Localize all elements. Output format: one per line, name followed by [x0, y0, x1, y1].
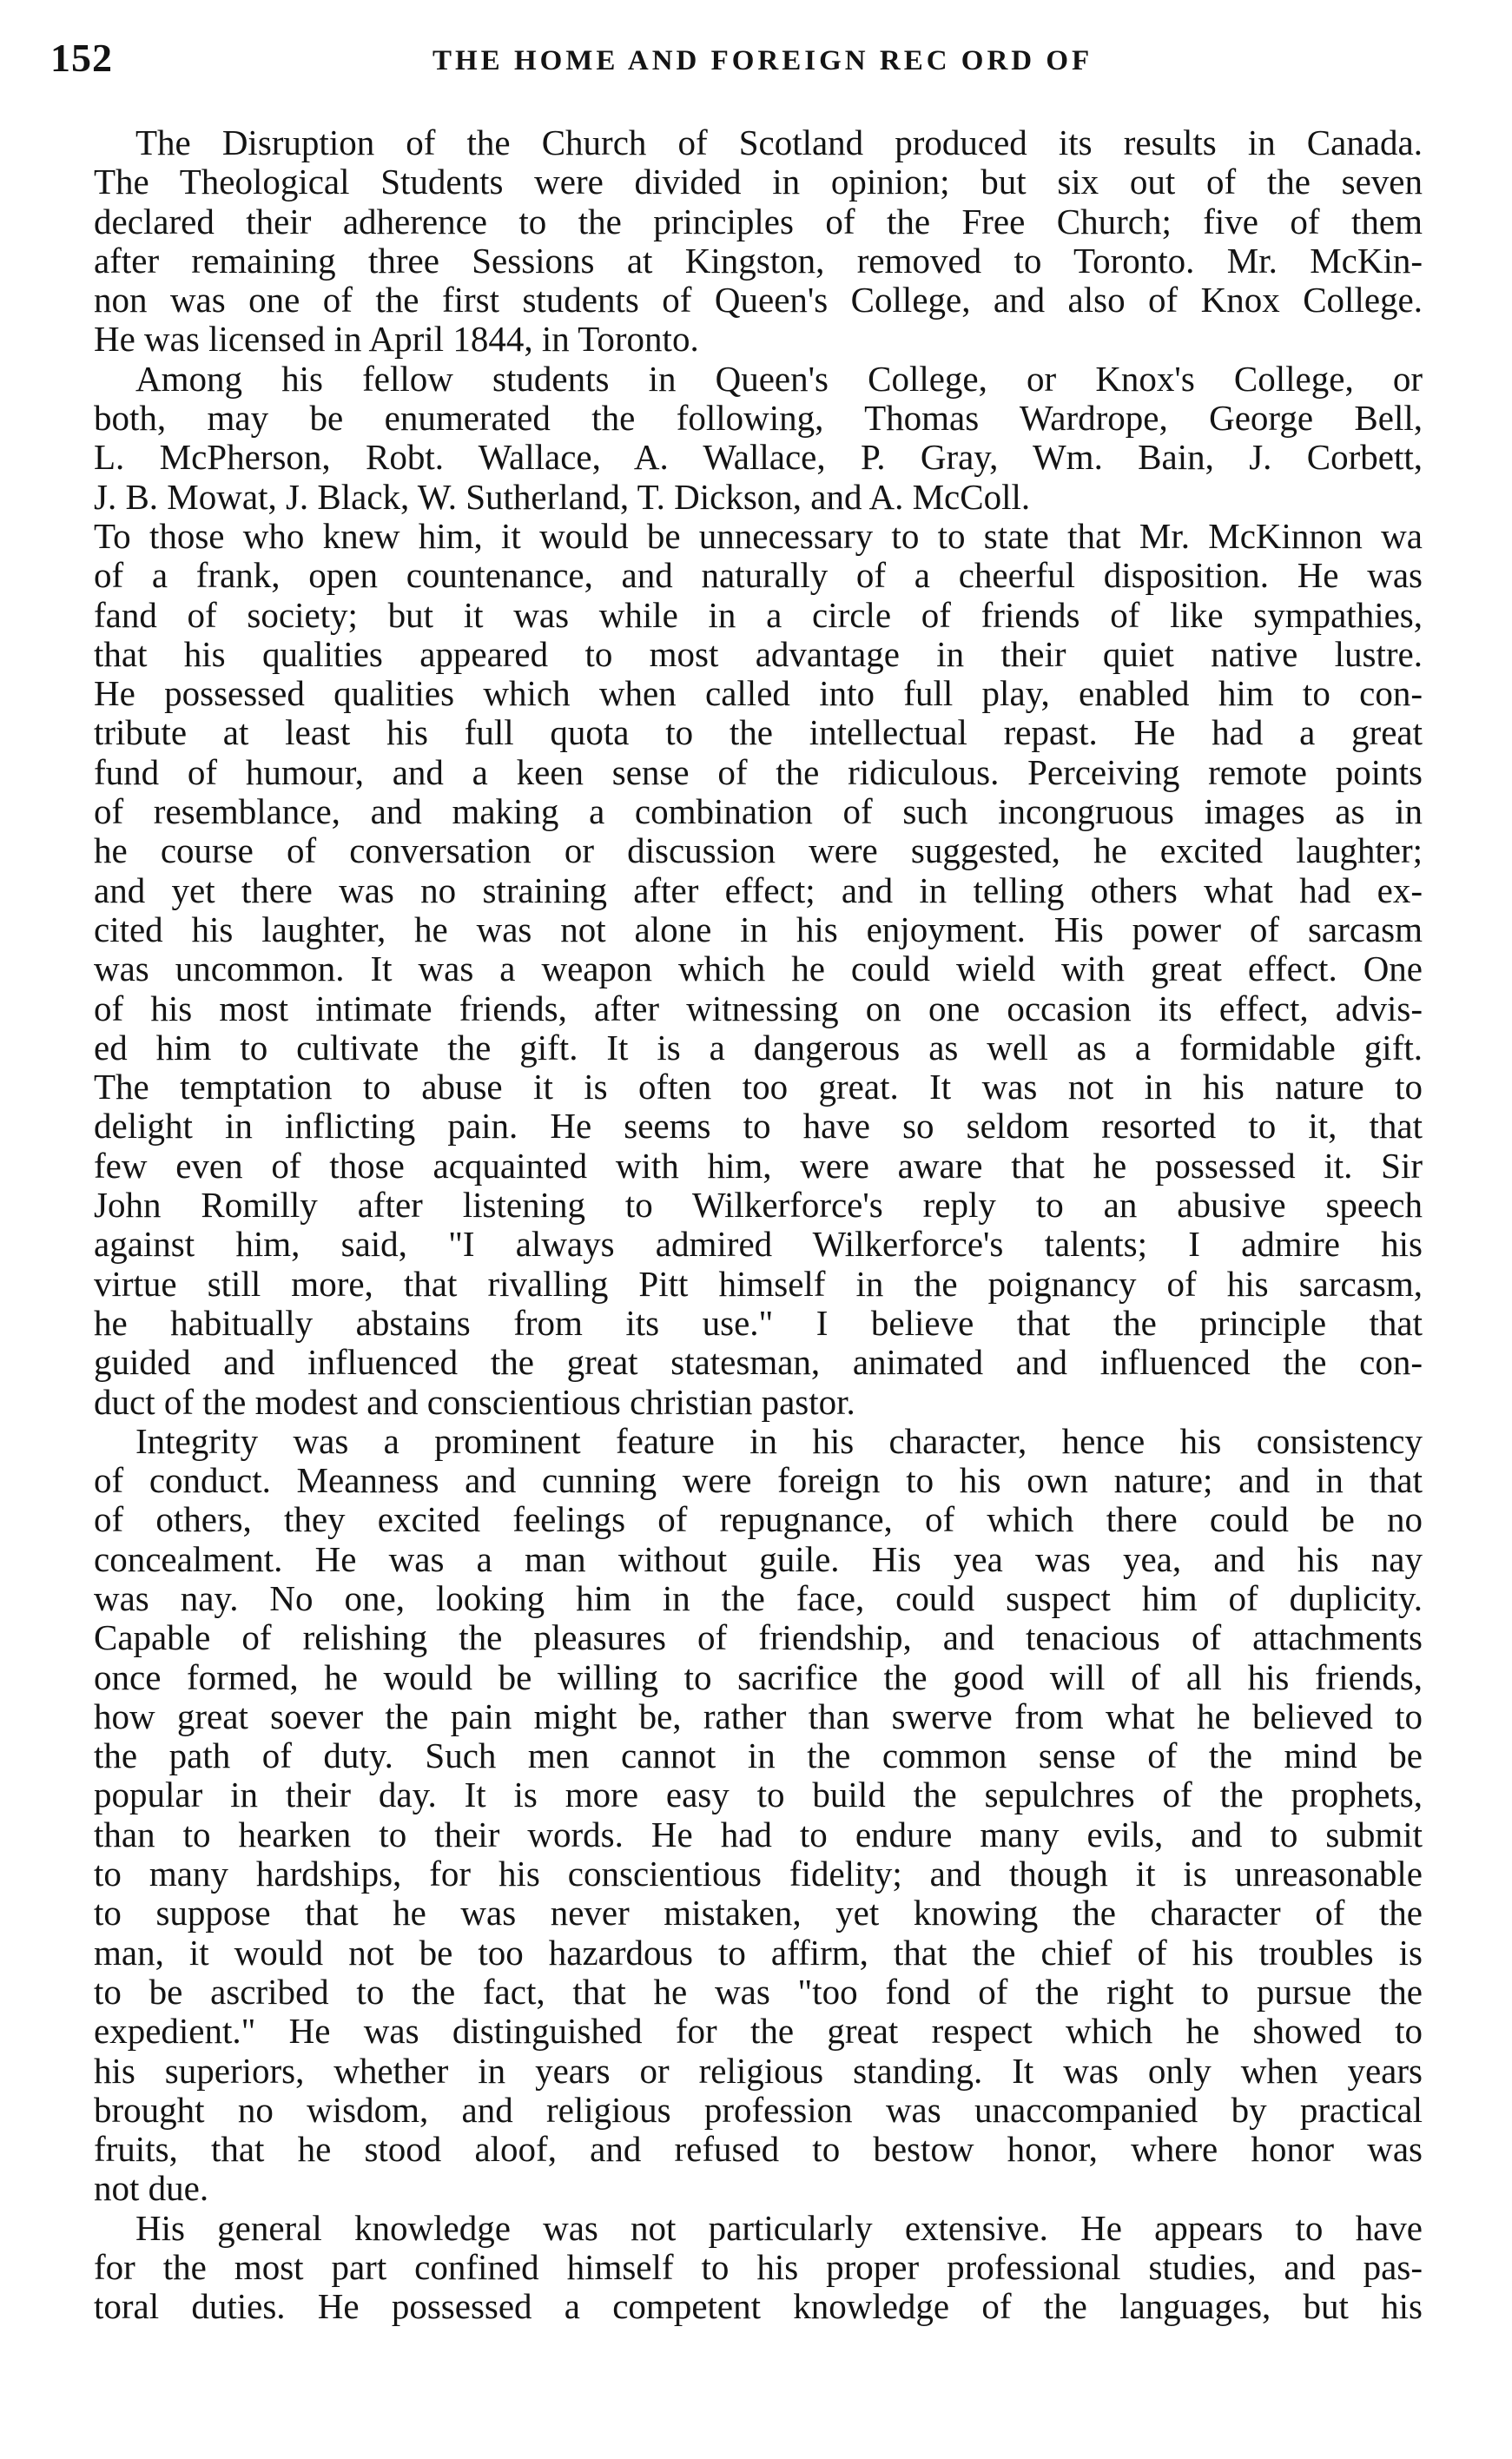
text-line: To those who knew him, it would be unnecessary to to state that Mr. McKinnon wa [94, 516, 1423, 556]
text-line: tribute at least his full quota to the intellectual repast. He had a great [94, 713, 1423, 753]
body-text [94, 123, 1423, 2327]
text-line: Capable of relishing the pleasures of friendship, and tenacious of attachments [94, 1618, 1423, 1658]
text-line: delight in inflicting pain. He seems to have so seldom resorted to it, that [94, 1107, 1423, 1147]
text-line: man, it would not be too hazardous to affirm, that the chief of his troubles is [94, 1933, 1423, 1973]
text-line: His general knowledge was not particularly extensive. He appears to have [135, 2208, 1423, 2248]
text-line: duct of the modest and conscientious christian pastor. [94, 1382, 855, 1422]
text-line: to suppose that he was never mistaken, yet knowing the character of the [94, 1894, 1423, 1933]
text-line: once formed, he would be willing to sacrifice the good will of all his friends, [94, 1657, 1423, 1697]
text-line: the path of duty. Such men cannot in the common sense of the mind be [94, 1736, 1423, 1776]
text-line: fruits, that he stood aloof, and refused to bestow honor, where honor was [94, 2130, 1423, 2170]
running-title: THE HOME AND FOREIGN REC ORD OF [432, 45, 1093, 76]
text-line: The Theological Students were divided in opinion; but six out of the seven [94, 162, 1423, 202]
text-line: non was one of the first students of Queen's College, and also of Knox College. [94, 281, 1423, 321]
text-line: than to hearken to their words. He had to endure many evils, and to submit [94, 1815, 1423, 1854]
page-header [50, 35, 1440, 87]
text-line: both, may be enumerated the following, Thomas Wardrope, George Bell, [94, 399, 1423, 439]
text-line: for the most part confined himself to his proper professional studies, and pas- [94, 2248, 1423, 2288]
text-line: brought no wisdom, and religious profession was unaccompanied by practical [94, 2090, 1423, 2130]
text-line: not due. [94, 2169, 209, 2209]
text-line: L. McPherson, Robt. Wallace, A. Wallace, P. Gray, Wm. Bain, J. Corbett, [94, 438, 1423, 478]
text-line: his superiors, whether in years or religious standing. It was only when years [94, 2051, 1423, 2091]
text-line: how great soever the pain might be, rather than swerve from what he believed to [94, 1696, 1423, 1736]
text-line: toral duties. He possessed a competent knowledge of the languages, but his [94, 2287, 1423, 2327]
text-line: of conduct. Meanness and cunning were foreign to his own nature; and in that [94, 1461, 1423, 1501]
text-line: John Romilly after listening to Wilkerforce's reply to an abusive speech [94, 1186, 1423, 1226]
text-line: concealment. He was a man without guile. His yea was yea, and his nay [94, 1539, 1423, 1579]
text-line: fund of humour, and a keen sense of the ridiculous. Perceiving remote points [94, 752, 1423, 792]
text-line: after remaining three Sessions at Kingston, removed to Toronto. Mr. McKin- [94, 241, 1423, 281]
text-line: expedient." He was distinguished for the great respect which he showed to [94, 2012, 1423, 2052]
text-line: virtue still more, that rivalling Pitt himself in the poignancy of his sarcasm, [94, 1264, 1423, 1304]
text-line: he course of conversation or discussion were suggested, he excited laughter; [94, 831, 1423, 871]
text-line: The Disruption of the Church of Scotland produced its results in Canada. [135, 123, 1423, 162]
text-line: and yet there was no straining after effect; and in telling others what had ex- [94, 870, 1423, 910]
text-line: popular in their day. It is more easy to build the sepulchres of the prophets, [94, 1775, 1423, 1815]
text-line: against him, said, "I always admired Wilkerforce's talents; I admire his [94, 1225, 1423, 1265]
text-line: he habitually abstains from its use." I believe that the principle that [94, 1303, 1423, 1343]
page-number: 152 [50, 36, 113, 80]
text-line: guided and influenced the great statesman, animated and influenced the con- [94, 1343, 1423, 1383]
text-line: J. B. Mowat, J. Black, W. Sutherland, T. Dickson, and A. McColl. [94, 477, 1031, 517]
text-line: was uncommon. It was a weapon which he could wield with great effect. One [94, 949, 1423, 989]
text-line: few even of those acquainted with him, were aware that he possessed it. Sir [94, 1146, 1423, 1186]
text-line: of a frank, open countenance, and naturally of a cheerful disposition. He was [94, 556, 1423, 596]
text-line: ed him to cultivate the gift. It is a dangerous as well as a formidable gift. [94, 1028, 1423, 1068]
text-line: Among his fellow students in Queen's College, or Knox's College, or [135, 359, 1423, 399]
text-line: to many hardships, for his conscientious fidelity; and though it is unreasonable [94, 1854, 1423, 1894]
text-line: He was licensed in April 1844, in Toronto. [94, 320, 699, 360]
text-line: The temptation to abuse it is often too great. It was not in his nature to [94, 1068, 1423, 1107]
text-line: He possessed qualities which when called into full play, enabled him to con- [94, 674, 1423, 714]
text-line: cited his laughter, he was not alone in his enjoyment. His power of sarcasm [94, 909, 1423, 949]
text-line: of others, they excited feelings of repugnance, of which there could be no [94, 1500, 1423, 1540]
text-line: of resemblance, and making a combination of such incongruous images as in [94, 792, 1423, 832]
text-line: was nay. No one, looking him in the face, could suspect him of duplicity. [94, 1578, 1423, 1618]
text-line: Integrity was a prominent feature in his character, hence his consistency [135, 1421, 1423, 1461]
text-line: declared their adherence to the principles of the Free Church; five of them [94, 202, 1423, 241]
text-line: to be ascribed to the fact, that he was "too fond of the right to pursue the [94, 1972, 1423, 2012]
text-line: of his most intimate friends, after witnessing on one occasion its effect, advis- [94, 988, 1423, 1028]
text-line: that his qualities appeared to most advantage in their quiet native lustre. [94, 634, 1423, 674]
text-line: fand of society; but it was while in a circle of friends of like sympathies, [94, 595, 1423, 635]
